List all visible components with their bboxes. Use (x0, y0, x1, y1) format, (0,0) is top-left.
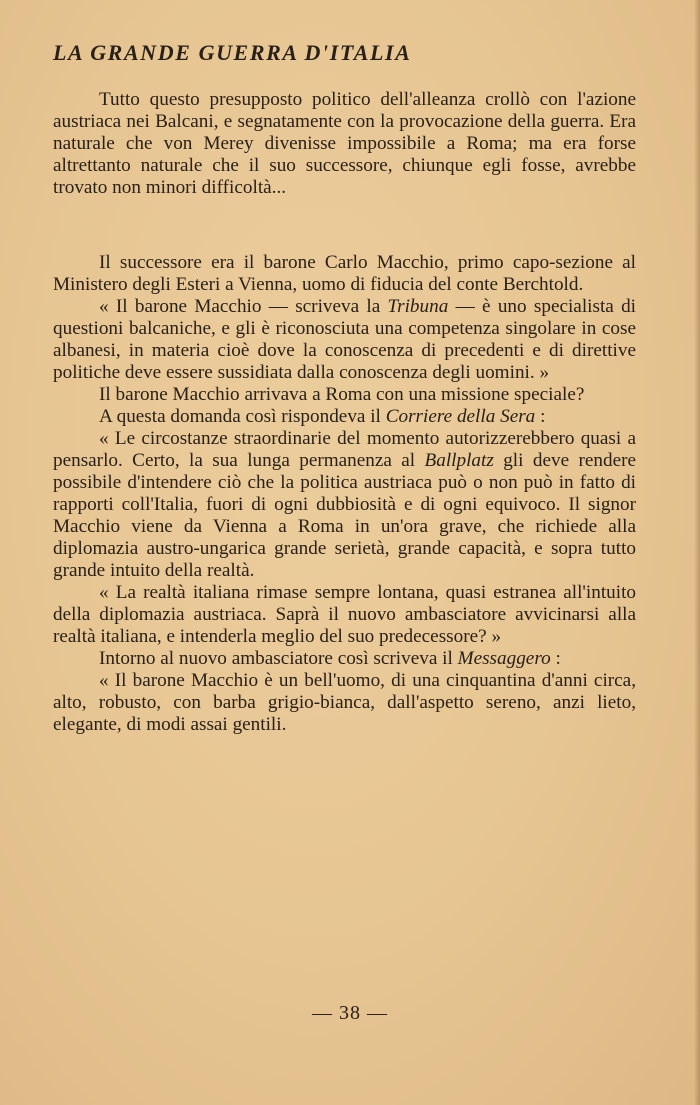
paragraph-text: Tutto questo presupposto politico dell'alleanza crollò con l'azione austriaca nei Balcani, e segnatamente con la provocazione della guerra. Era naturale che von Merey divenisse impossibile a Roma; ma era forse altrettanto naturale che il suo successore, chiunque egli fosse, avrebbe trovato non minori difficoltà... (53, 89, 636, 198)
paragraph-text: Il successore era il barone Carlo Macchio, primo capo-sezione al Ministero degli Esteri a Vienna, uomo di fiducia del conte Berchtold. (53, 252, 636, 295)
paragraph-text: gli deve rendere possibile d'intendere ciò che la politica austriaca può o non può in fatto di rapporti coll'Italia, fuori di ogni dubbiosità e di ogni equivoco. Il signor Macchio viene da Vienna a Roma in un'ora grave, che richiede alla diplomazia austro-ungarica grande serietà, grande capacità, e sopra tutto grande intuito della realtà. (53, 450, 636, 581)
text-block-intro (53, 89, 636, 199)
paragraph-text: « Il barone Macchio — scriveva la (99, 296, 388, 317)
italic-title: Ballplatz (424, 450, 494, 471)
paragraph (53, 296, 636, 384)
paragraph-text: A questa domanda così rispondeva il (99, 406, 386, 427)
text-block-main (53, 252, 636, 736)
paragraph-text: : (550, 648, 561, 669)
paragraph (53, 252, 636, 296)
paragraph-text: Il barone Macchio arrivava a Roma con una missione speciale? (99, 384, 585, 405)
paragraph (53, 406, 636, 428)
italic-title: Corriere della Sera (385, 406, 536, 427)
paragraph-text: « Il barone Macchio è un bell'uomo, di una cinquantina d'anni circa, alto, robusto, con barba grigio-bianca, dall'aspetto sereno, anzi lieto, elegante, di modi assai gentili. (53, 670, 636, 735)
page-number: — 38 — (312, 1002, 388, 1024)
paragraph (53, 89, 636, 199)
paragraph-text: « Le circostanze straordinarie del momento autorizzerebbero quasi a pensarlo. Certo, la sua lunga permanenza al (53, 428, 636, 471)
paragraph-text: « La realtà italiana rimase sempre lontana, quasi estranea all'intuito della diplomazia austriaca. Saprà il nuovo ambasciatore avvicinarsi alla realtà italiana, e intenderla meglio del suo predecessore? » (53, 582, 636, 647)
paragraph-text: : (535, 406, 546, 427)
paragraph (53, 648, 636, 670)
paragraph (53, 384, 636, 406)
paragraph (53, 428, 636, 582)
paragraph-text: — è uno specialista di questioni balcaniche, e gli è riconosciuta una competenza singolare in cose albanesi, in materia cioè dove la conoscenza di precedenti e di direttive politiche deve essere sussidiata dalla conoscenza degli uomini. » (53, 296, 636, 383)
italic-title: Tribuna (387, 296, 449, 317)
paragraph (53, 582, 636, 648)
italic-title: Messaggero (457, 648, 551, 669)
page-edge-shadow (694, 0, 700, 1105)
paragraph (53, 670, 636, 736)
paragraph-text: Intorno al nuovo ambasciatore così scriveva il (99, 648, 458, 669)
running-head: LA GRANDE GUERRA D'ITALIA (53, 40, 412, 65)
